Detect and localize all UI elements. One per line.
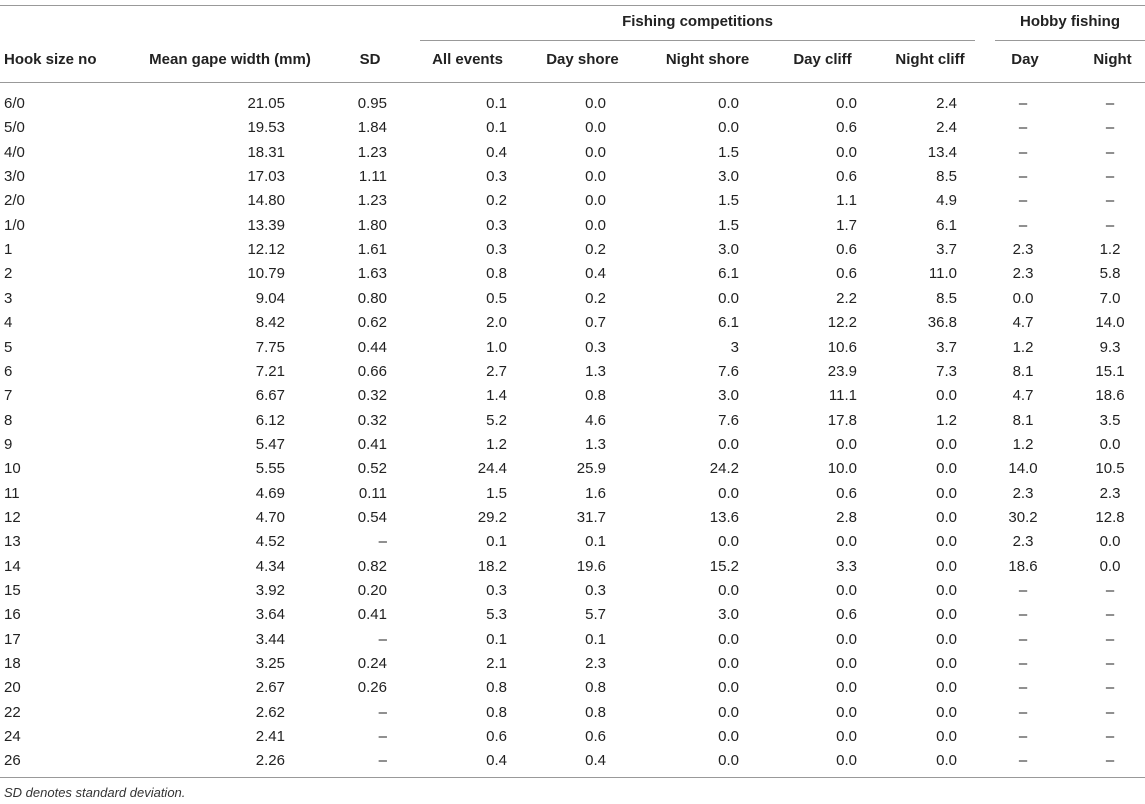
cell-sd: 1.11: [358, 168, 387, 185]
cell-all-events: 1.0: [486, 339, 507, 356]
cell-night-shore: 0.0: [718, 436, 739, 453]
cell-sd: 0.66: [357, 363, 387, 380]
cell-night-shore: 1.5: [718, 192, 739, 209]
cell-day-cliff: 0.6: [836, 241, 857, 258]
cell-mean-gape-width: 4.52: [255, 533, 285, 550]
cell-hobby-day: –: [1018, 192, 1028, 209]
cell-day-cliff: 0.0: [836, 144, 857, 161]
cell-all-events: 1.4: [486, 387, 507, 404]
cell-hobby-day: –: [1018, 752, 1028, 769]
cell-day-cliff: 0.6: [836, 265, 857, 282]
cell-day-shore: 0.4: [585, 752, 606, 769]
cell-mean-gape-width: 21.05: [247, 95, 285, 112]
cell-night-cliff: 0.0: [936, 436, 957, 453]
column-header-day-shore: Day shore: [546, 51, 619, 68]
cell-all-events: 18.2: [477, 558, 507, 575]
cell-all-events: 2.0: [486, 314, 507, 331]
cell-night-cliff: 0.0: [936, 631, 957, 648]
cell-sd: –: [378, 533, 387, 550]
cell-day-shore: 0.1: [585, 631, 606, 648]
cell-hobby-day: 18.6: [1008, 558, 1038, 575]
cell-mean-gape-width: 7.21: [255, 363, 285, 380]
group-rule-hobby: [995, 40, 1145, 41]
cell-night-shore: 1.5: [718, 217, 739, 234]
cell-mean-gape-width: 6.12: [255, 412, 285, 429]
cell-sd: –: [378, 752, 387, 769]
cell-day-cliff: 0.0: [836, 679, 857, 696]
cell-day-shore: 0.8: [585, 704, 606, 721]
cell-all-events: 0.8: [486, 704, 507, 721]
cell-hobby-night: 0.0: [1099, 436, 1121, 453]
cell-night-shore: 3.0: [718, 168, 739, 185]
cell-sd: 0.52: [357, 460, 387, 477]
cell-night-shore: 13.6: [709, 509, 739, 526]
cell-hobby-day: –: [1018, 728, 1028, 745]
cell-all-events: 2.1: [486, 655, 507, 672]
column-header-hobby-night: Night: [1093, 51, 1132, 68]
cell-hobby-night: 10.5: [1095, 460, 1125, 477]
cell-day-cliff: 10.6: [827, 339, 857, 356]
cell-sd: 0.20: [357, 582, 387, 599]
cell-night-cliff: 0.0: [936, 606, 957, 623]
cell-hobby-night: 2.3: [1099, 485, 1121, 502]
cell-day-cliff: 1.1: [836, 192, 857, 209]
cell-hobby-night: –: [1105, 144, 1115, 161]
cell-sd: 0.32: [357, 412, 387, 429]
cell-hobby-night: –: [1105, 582, 1115, 599]
cell-hobby-night: –: [1105, 606, 1115, 623]
cell-hobby-day: 30.2: [1008, 509, 1038, 526]
cell-night-shore: 0.0: [718, 485, 739, 502]
cell-hook-size: 9: [4, 436, 13, 453]
cell-day-shore: 0.0: [585, 95, 606, 112]
cell-hook-size: 2: [4, 265, 13, 282]
cell-hobby-day: 8.1: [1012, 363, 1034, 380]
cell-night-shore: 0.0: [718, 704, 739, 721]
cell-day-shore: 0.1: [585, 533, 606, 550]
cell-day-shore: 0.8: [585, 679, 606, 696]
cell-hobby-night: –: [1105, 95, 1115, 112]
cell-day-cliff: 0.6: [836, 119, 857, 136]
cell-sd: 0.95: [357, 95, 387, 112]
cell-day-shore: 0.0: [585, 168, 606, 185]
cell-day-shore: 0.2: [585, 241, 606, 258]
cell-mean-gape-width: 17.03: [247, 168, 285, 185]
cell-night-shore: 3: [730, 339, 739, 356]
cell-mean-gape-width: 6.67: [255, 387, 285, 404]
cell-mean-gape-width: 10.79: [247, 265, 285, 282]
cell-mean-gape-width: 3.25: [255, 655, 285, 672]
cell-mean-gape-width: 3.64: [255, 606, 285, 623]
cell-hobby-day: 8.1: [1012, 412, 1034, 429]
cell-day-cliff: 0.0: [836, 582, 857, 599]
cell-mean-gape-width: 12.12: [247, 241, 285, 258]
cell-all-events: 0.3: [486, 241, 507, 258]
cell-day-cliff: 0.6: [836, 606, 857, 623]
cell-hobby-night: –: [1105, 728, 1115, 745]
cell-mean-gape-width: 4.34: [255, 558, 285, 575]
cell-day-shore: 1.3: [585, 363, 606, 380]
cell-hobby-night: –: [1105, 752, 1115, 769]
cell-all-events: 0.5: [486, 290, 507, 307]
cell-mean-gape-width: 19.53: [247, 119, 285, 136]
cell-day-shore: 25.9: [576, 460, 606, 477]
cell-hobby-night: 0.0: [1099, 558, 1121, 575]
cell-night-cliff: 4.9: [936, 192, 957, 209]
cell-sd: 0.26: [357, 679, 387, 696]
cell-night-cliff: 6.1: [936, 217, 957, 234]
cell-sd: 0.44: [357, 339, 387, 356]
cell-night-cliff: 8.5: [936, 290, 957, 307]
cell-night-cliff: 0.0: [936, 485, 957, 502]
cell-day-shore: 0.3: [585, 582, 606, 599]
group-rule-competitions: [420, 40, 975, 41]
table-footnote: SD denotes standard deviation.: [4, 785, 186, 800]
group-header-hobby-fishing: Hobby fishing: [1020, 13, 1120, 30]
cell-hook-size: 13: [4, 533, 21, 550]
cell-hobby-day: 4.7: [1012, 314, 1034, 331]
cell-hook-size: 7: [4, 387, 13, 404]
cell-all-events: 0.1: [486, 119, 507, 136]
cell-night-cliff: 0.0: [936, 387, 957, 404]
cell-hook-size: 22: [4, 704, 21, 721]
cell-mean-gape-width: 5.55: [255, 460, 285, 477]
cell-night-cliff: 0.0: [936, 460, 957, 477]
cell-hobby-day: –: [1018, 582, 1028, 599]
cell-day-cliff: 0.0: [836, 655, 857, 672]
cell-mean-gape-width: 8.42: [255, 314, 285, 331]
cell-day-cliff: 23.9: [827, 363, 857, 380]
cell-hobby-night: –: [1105, 631, 1115, 648]
cell-mean-gape-width: 3.44: [255, 631, 285, 648]
cell-day-cliff: 2.2: [836, 290, 857, 307]
cell-night-shore: 0.0: [718, 679, 739, 696]
cell-night-shore: 15.2: [709, 558, 739, 575]
cell-night-shore: 0.0: [718, 119, 739, 136]
cell-sd: 0.82: [357, 558, 387, 575]
cell-hobby-day: –: [1018, 679, 1028, 696]
cell-sd: 0.80: [357, 290, 387, 307]
cell-hobby-day: 4.7: [1012, 387, 1034, 404]
cell-mean-gape-width: 2.41: [255, 728, 285, 745]
cell-day-shore: 5.7: [585, 606, 606, 623]
cell-sd: –: [378, 728, 387, 745]
cell-night-shore: 6.1: [718, 265, 739, 282]
cell-night-cliff: 11.0: [928, 265, 957, 282]
cell-hook-size: 12: [4, 509, 21, 526]
cell-night-shore: 0.0: [718, 533, 739, 550]
cell-sd: 0.11: [358, 485, 387, 502]
cell-night-shore: 0.0: [718, 95, 739, 112]
cell-day-cliff: 11.1: [828, 387, 857, 404]
cell-day-cliff: 0.0: [836, 436, 857, 453]
cell-night-cliff: 1.2: [936, 412, 957, 429]
cell-night-cliff: 8.5: [936, 168, 957, 185]
cell-sd: –: [378, 631, 387, 648]
cell-mean-gape-width: 4.69: [255, 485, 285, 502]
column-header-all-events: All events: [432, 51, 503, 68]
cell-day-cliff: 0.0: [836, 95, 857, 112]
cell-sd: 1.80: [357, 217, 387, 234]
cell-all-events: 0.3: [486, 217, 507, 234]
cell-hobby-night: 14.0: [1095, 314, 1125, 331]
cell-hobby-night: –: [1105, 217, 1115, 234]
cell-all-events: 2.7: [486, 363, 507, 380]
cell-day-cliff: 0.0: [836, 631, 857, 648]
cell-mean-gape-width: 5.47: [255, 436, 285, 453]
column-header-day-cliff: Day cliff: [793, 51, 852, 68]
cell-hobby-day: –: [1018, 606, 1028, 623]
column-header-sd: SD: [359, 51, 381, 68]
cell-all-events: 24.4: [477, 460, 507, 477]
cell-day-shore: 0.0: [585, 192, 606, 209]
cell-night-shore: 7.6: [718, 363, 739, 380]
cell-day-shore: 1.3: [585, 436, 606, 453]
cell-night-shore: 0.0: [718, 582, 739, 599]
cell-night-cliff: 3.7: [936, 339, 957, 356]
cell-hobby-day: –: [1018, 217, 1028, 234]
cell-night-shore: 24.2: [709, 460, 739, 477]
cell-hook-size: 4: [4, 314, 13, 331]
cell-hobby-day: –: [1018, 144, 1028, 161]
cell-hook-size: 18: [4, 655, 21, 672]
cell-all-events: 5.2: [486, 412, 507, 429]
cell-hobby-night: 1.2: [1099, 241, 1121, 258]
cell-sd: 0.41: [357, 436, 387, 453]
cell-hobby-night: 15.1: [1095, 363, 1125, 380]
cell-day-shore: 0.7: [585, 314, 606, 331]
cell-sd: 1.61: [357, 241, 387, 258]
cell-day-cliff: 3.3: [836, 558, 857, 575]
cell-sd: 1.63: [357, 265, 387, 282]
cell-hook-size: 17: [4, 631, 21, 648]
cell-hobby-night: –: [1105, 119, 1115, 136]
cell-day-shore: 0.2: [585, 290, 606, 307]
cell-night-shore: 0.0: [718, 752, 739, 769]
cell-night-cliff: 0.0: [936, 655, 957, 672]
cell-night-cliff: 0.0: [936, 533, 957, 550]
cell-sd: 0.62: [357, 314, 387, 331]
cell-hobby-day: –: [1018, 119, 1028, 136]
cell-night-cliff: 2.4: [936, 119, 957, 136]
cell-day-cliff: 0.0: [836, 704, 857, 721]
cell-night-shore: 0.0: [718, 655, 739, 672]
cell-all-events: 0.1: [486, 631, 507, 648]
cell-hobby-night: 0.0: [1099, 533, 1121, 550]
cell-hobby-day: 2.3: [1012, 265, 1034, 282]
column-header-hobby-day: Day: [1011, 51, 1039, 68]
cell-sd: 1.23: [357, 144, 387, 161]
cell-night-shore: 0.0: [718, 290, 739, 307]
cell-day-cliff: 0.0: [836, 533, 857, 550]
cell-hobby-day: 2.3: [1012, 533, 1034, 550]
cell-sd: 0.32: [357, 387, 387, 404]
cell-hobby-night: 18.6: [1095, 387, 1125, 404]
cell-night-cliff: 0.0: [936, 752, 957, 769]
cell-day-shore: 1.6: [585, 485, 606, 502]
cell-day-shore: 0.0: [585, 144, 606, 161]
cell-hobby-night: –: [1105, 168, 1115, 185]
cell-hobby-day: 1.2: [1012, 339, 1034, 356]
cell-hook-size: 14: [4, 558, 21, 575]
cell-night-shore: 3.0: [718, 387, 739, 404]
cell-all-events: 0.4: [486, 752, 507, 769]
cell-mean-gape-width: 7.75: [255, 339, 285, 356]
cell-day-shore: 0.8: [585, 387, 606, 404]
cell-day-cliff: 0.6: [836, 168, 857, 185]
cell-day-shore: 4.6: [585, 412, 606, 429]
cell-mean-gape-width: 14.80: [247, 192, 285, 209]
cell-hook-size: 11: [4, 485, 20, 502]
cell-hobby-day: 0.0: [1012, 290, 1034, 307]
cell-mean-gape-width: 2.62: [255, 704, 285, 721]
cell-hobby-night: –: [1105, 704, 1115, 721]
cell-hobby-night: –: [1105, 655, 1115, 672]
cell-day-cliff: 0.0: [836, 752, 857, 769]
cell-mean-gape-width: 2.26: [255, 752, 285, 769]
cell-night-cliff: 36.8: [927, 314, 957, 331]
cell-hook-size: 5: [4, 339, 13, 356]
column-header-night-shore: Night shore: [665, 51, 750, 68]
cell-mean-gape-width: 18.31: [247, 144, 285, 161]
cell-day-shore: 0.4: [585, 265, 606, 282]
cell-hook-size: 10: [4, 460, 21, 477]
cell-all-events: 0.4: [486, 144, 507, 161]
cell-sd: 1.84: [357, 119, 387, 136]
cell-day-cliff: 0.6: [836, 485, 857, 502]
cell-night-shore: 3.0: [718, 606, 739, 623]
cell-day-shore: 31.7: [576, 509, 606, 526]
cell-day-shore: 0.3: [585, 339, 606, 356]
cell-day-cliff: 1.7: [836, 217, 857, 234]
cell-night-cliff: 0.0: [936, 582, 957, 599]
cell-hobby-night: 9.3: [1099, 339, 1121, 356]
cell-night-cliff: 0.0: [936, 558, 957, 575]
cell-hook-size: 20: [4, 679, 21, 696]
cell-night-shore: 0.0: [718, 631, 739, 648]
cell-hobby-day: –: [1018, 95, 1028, 112]
cell-sd: 1.23: [357, 192, 387, 209]
cell-all-events: 0.8: [486, 265, 507, 282]
cell-night-shore: 7.6: [718, 412, 739, 429]
cell-sd: 0.54: [357, 509, 387, 526]
cell-day-shore: 0.6: [585, 728, 606, 745]
cell-mean-gape-width: 4.70: [255, 509, 285, 526]
cell-day-cliff: 12.2: [827, 314, 857, 331]
column-header-mean-gape-width: Mean gape width (mm): [149, 51, 311, 68]
cell-night-cliff: 13.4: [927, 144, 957, 161]
cell-night-cliff: 3.7: [936, 241, 957, 258]
cell-day-cliff: 17.8: [827, 412, 857, 429]
cell-hobby-day: 14.0: [1008, 460, 1038, 477]
cell-day-cliff: 0.0: [836, 728, 857, 745]
cell-day-shore: 0.0: [585, 119, 606, 136]
cell-day-shore: 0.0: [585, 217, 606, 234]
cell-hobby-day: –: [1018, 631, 1028, 648]
cell-all-events: 29.2: [477, 509, 507, 526]
cell-night-cliff: 0.0: [936, 509, 957, 526]
bottom-rule: [0, 777, 1145, 778]
cell-hook-size: 6: [4, 363, 13, 380]
cell-all-events: 0.1: [486, 95, 507, 112]
cell-day-shore: 19.6: [576, 558, 606, 575]
cell-hook-size: 8: [4, 412, 13, 429]
cell-mean-gape-width: 2.67: [255, 679, 285, 696]
cell-hobby-day: 2.3: [1012, 241, 1034, 258]
cell-all-events: 1.5: [486, 485, 507, 502]
cell-hook-size: 3: [4, 290, 13, 307]
cell-hobby-day: 2.3: [1012, 485, 1034, 502]
cell-night-shore: 6.1: [718, 314, 739, 331]
cell-hook-size: 5/0: [4, 119, 25, 136]
cell-hobby-day: –: [1018, 655, 1028, 672]
cell-hobby-day: –: [1018, 168, 1028, 185]
cell-all-events: 0.8: [486, 679, 507, 696]
cell-mean-gape-width: 3.92: [255, 582, 285, 599]
cell-hobby-night: 5.8: [1099, 265, 1121, 282]
cell-all-events: 0.2: [486, 192, 507, 209]
cell-all-events: 0.3: [486, 168, 507, 185]
column-header-night-cliff: Night cliff: [895, 51, 965, 68]
cell-mean-gape-width: 9.04: [255, 290, 285, 307]
top-rule: [0, 5, 1145, 6]
cell-all-events: 0.1: [486, 533, 507, 550]
cell-hook-size: 15: [4, 582, 21, 599]
cell-sd: 0.41: [357, 606, 387, 623]
column-header-hook-size: Hook size no: [4, 51, 97, 68]
cell-hook-size: 1: [4, 241, 13, 258]
cell-hobby-night: –: [1105, 192, 1115, 209]
cell-hook-size: 24: [4, 728, 21, 745]
cell-hook-size: 6/0: [4, 95, 25, 112]
cell-hook-size: 26: [4, 752, 21, 769]
cell-hook-size: 3/0: [4, 168, 25, 185]
cell-hook-size: 16: [4, 606, 21, 623]
cell-hobby-night: –: [1105, 679, 1115, 696]
cell-night-cliff: 2.4: [936, 95, 957, 112]
cell-hook-size: 4/0: [4, 144, 25, 161]
cell-night-shore: 0.0: [718, 728, 739, 745]
cell-hobby-day: –: [1018, 704, 1028, 721]
cell-sd: –: [378, 704, 387, 721]
cell-night-cliff: 0.0: [936, 704, 957, 721]
cell-night-shore: 1.5: [718, 144, 739, 161]
cell-hobby-night: 7.0: [1099, 290, 1121, 307]
cell-mean-gape-width: 13.39: [247, 217, 285, 234]
cell-hook-size: 2/0: [4, 192, 25, 209]
cell-sd: 0.24: [357, 655, 387, 672]
cell-night-shore: 3.0: [718, 241, 739, 258]
cell-hobby-night: 12.8: [1095, 509, 1125, 526]
cell-night-cliff: 0.0: [936, 679, 957, 696]
cell-hobby-day: 1.2: [1012, 436, 1034, 453]
cell-all-events: 1.2: [486, 436, 507, 453]
header-rule: [0, 82, 1145, 83]
cell-night-cliff: 7.3: [936, 363, 957, 380]
cell-all-events: 0.6: [486, 728, 507, 745]
cell-all-events: 5.3: [486, 606, 507, 623]
cell-all-events: 0.3: [486, 582, 507, 599]
cell-day-cliff: 2.8: [836, 509, 857, 526]
cell-hook-size: 1/0: [4, 217, 25, 234]
cell-day-cliff: 10.0: [827, 460, 857, 477]
group-header-fishing-competitions: Fishing competitions: [622, 13, 773, 30]
cell-hobby-night: 3.5: [1099, 412, 1121, 429]
cell-day-shore: 2.3: [585, 655, 606, 672]
cell-night-cliff: 0.0: [936, 728, 957, 745]
